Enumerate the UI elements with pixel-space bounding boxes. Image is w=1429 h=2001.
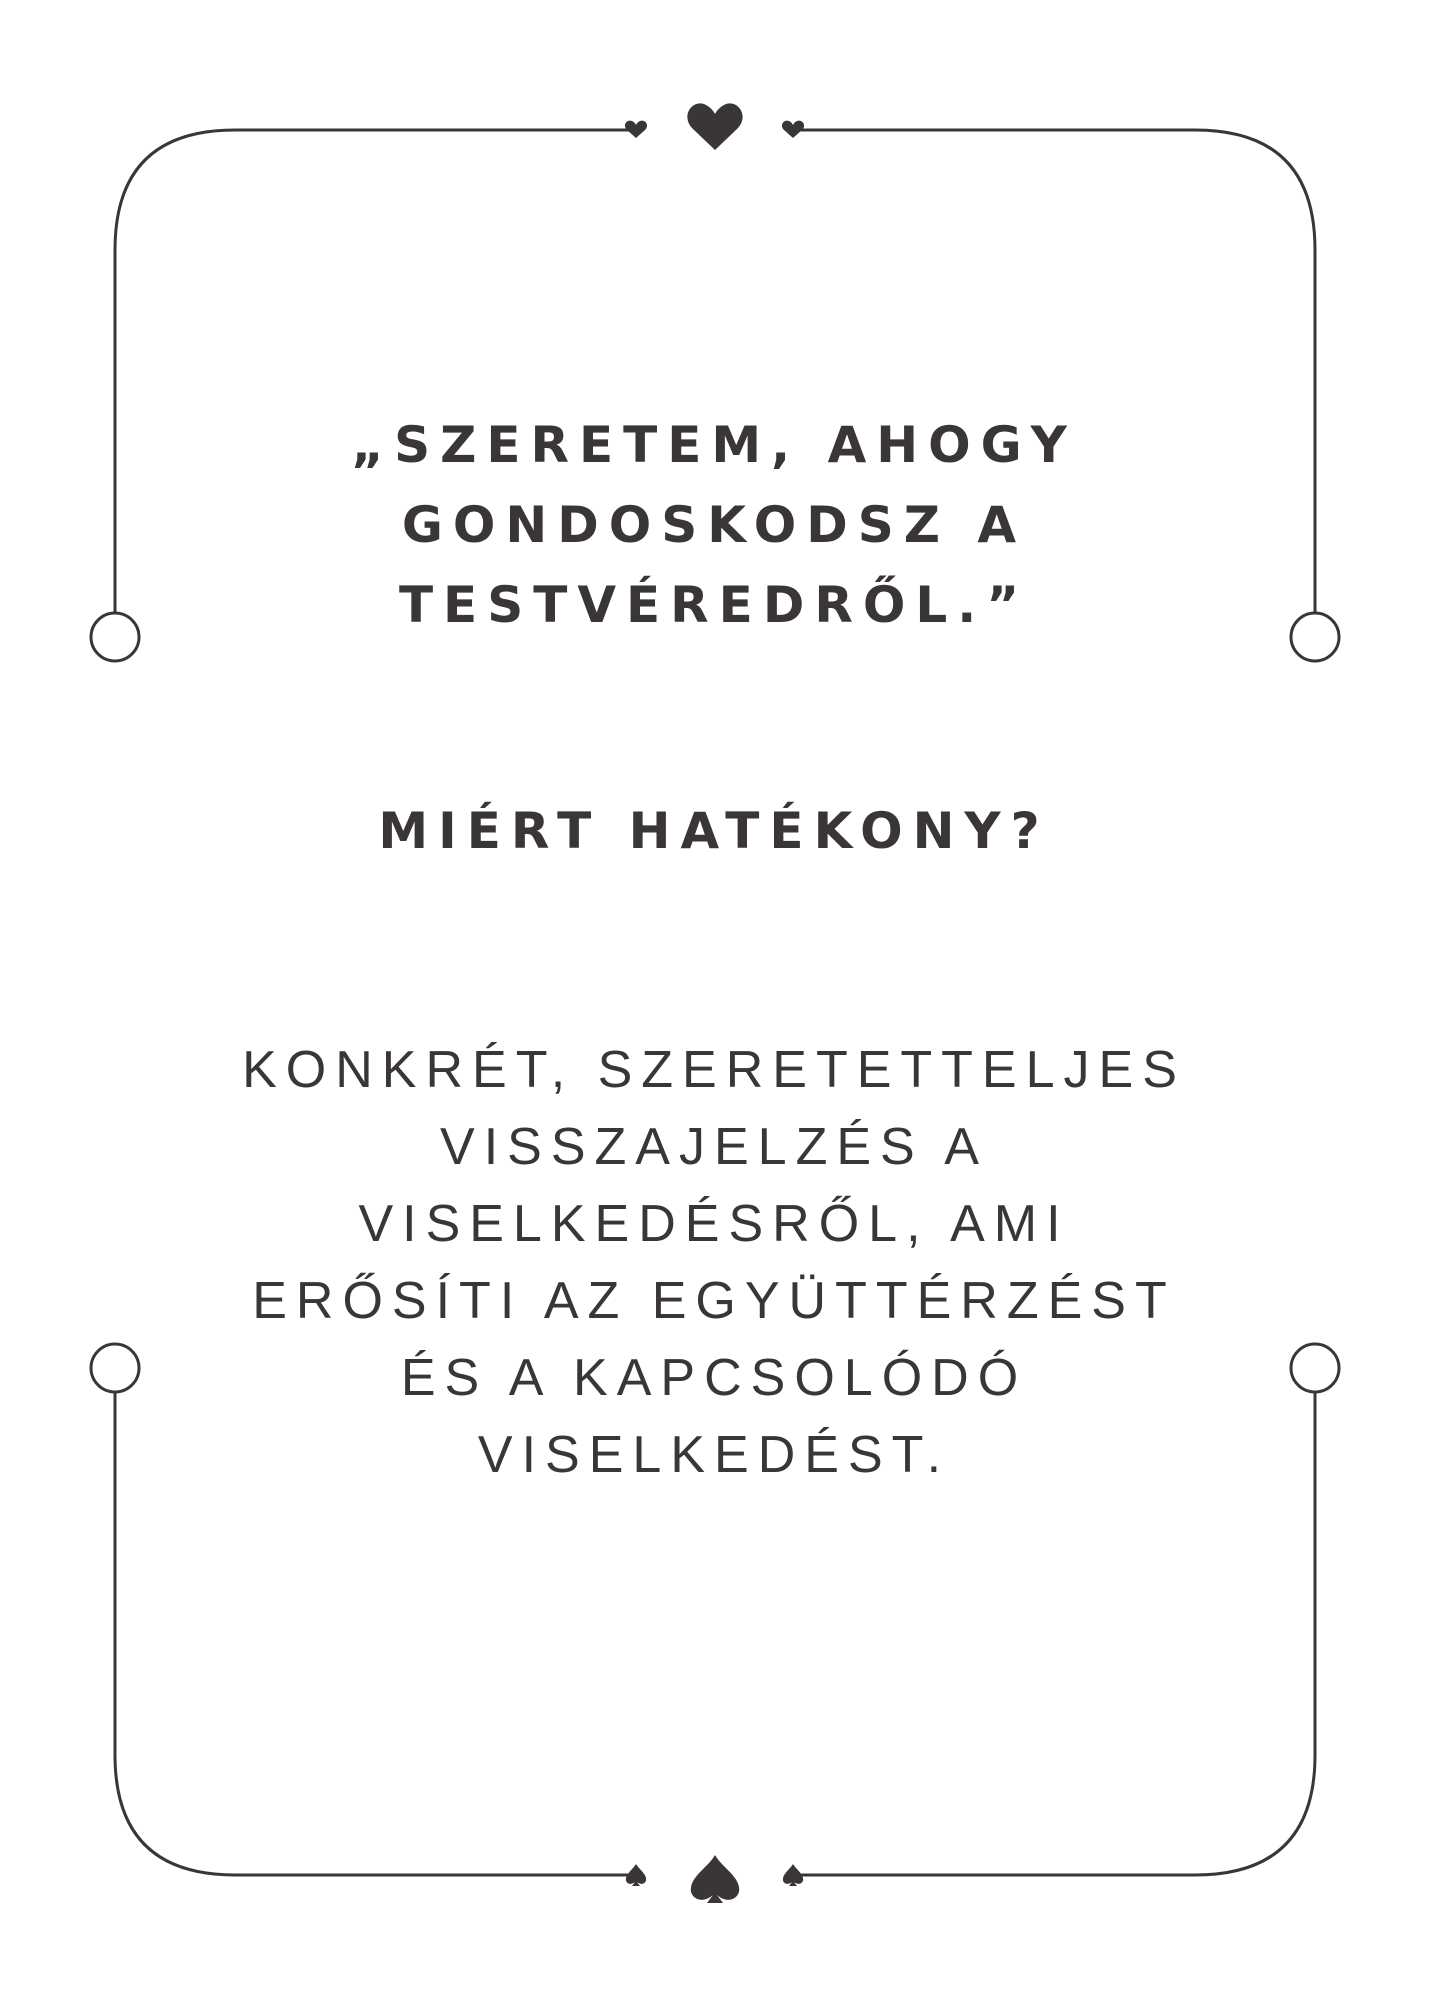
- explanation-line: VISELKEDÉSRŐL, AMI: [358, 1195, 1070, 1253]
- heart-icon: [687, 103, 742, 150]
- small-heart-icon: [625, 121, 647, 138]
- quote-line: GONDOSKODSZ A: [401, 496, 1027, 554]
- circle-top-right: [1291, 613, 1339, 661]
- explanation-line: KONKRÉT, SZERETETTELJES: [242, 1041, 1186, 1099]
- small-heart-icon: [782, 121, 804, 138]
- explanation-line: VISSZAJELZÉS A: [440, 1118, 988, 1176]
- spade-icon: [691, 1855, 739, 1903]
- explanation-line: VISELKEDÉST.: [477, 1426, 951, 1484]
- quote-line: „SZERETEM, AHOGY: [351, 416, 1077, 474]
- explanation-line: ERŐSÍTI AZ EGYÜTTÉRZÉST: [252, 1272, 1176, 1330]
- small-spade-icon: [626, 1864, 646, 1886]
- small-spade-icon: [783, 1864, 803, 1886]
- section-heading: MIÉRT HATÉKONY?: [378, 802, 1050, 860]
- circle-bottom-right: [1291, 1344, 1339, 1392]
- explanation-line: ÉS A KAPCSOLÓDÓ: [400, 1349, 1028, 1407]
- circle-bottom-left: [91, 1344, 139, 1392]
- circle-top-left: [91, 613, 139, 661]
- quote-line: TESTVÉREDRŐL.”: [398, 576, 1030, 634]
- explanation-text: [214, 1032, 1214, 1494]
- quote-text: [214, 405, 1214, 645]
